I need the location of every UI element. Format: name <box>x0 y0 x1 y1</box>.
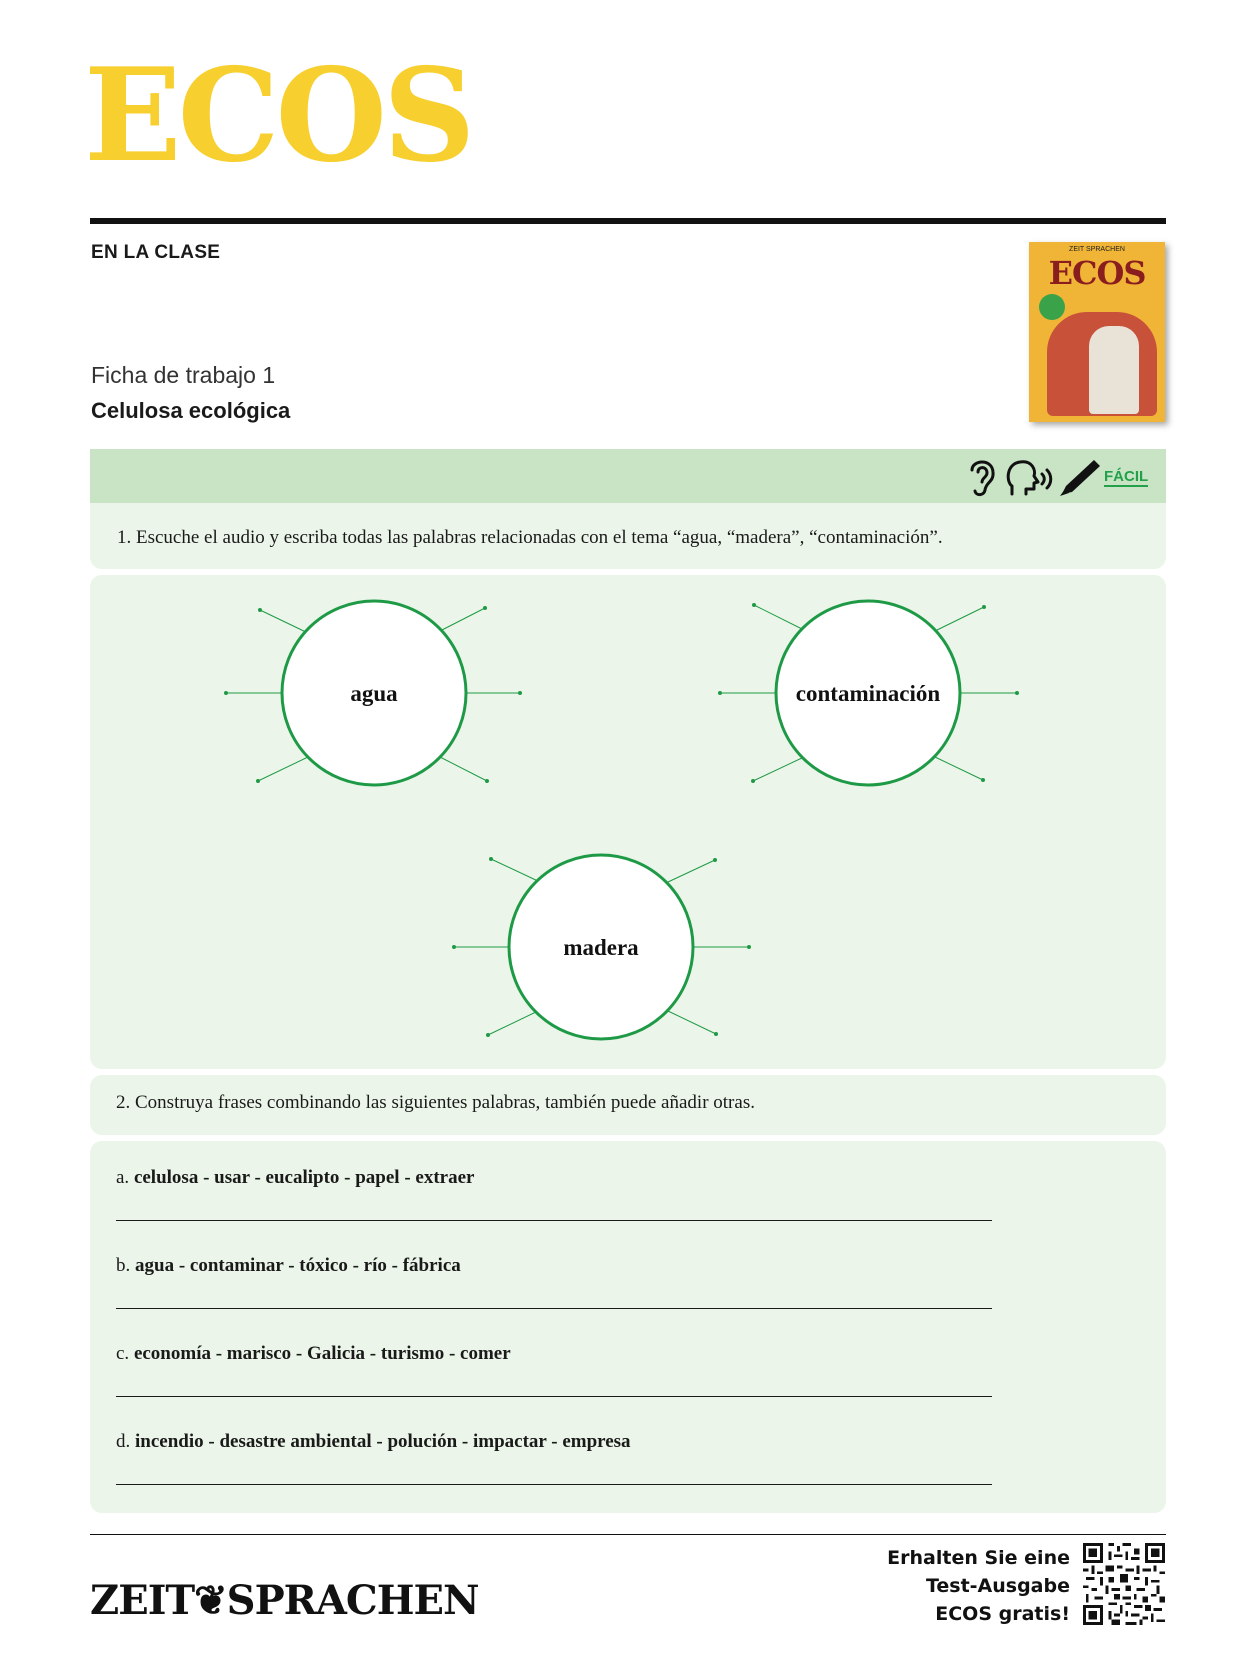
mindmap-label-agua: agua <box>350 681 398 706</box>
mindmaps <box>90 575 1166 1069</box>
qr-code-icon[interactable] <box>1083 1543 1165 1625</box>
question1-text: 1. Escuche el audio y escriba todas las palabras relacionadas con el tema “agua, “madera”, “contaminación”. <box>117 527 943 548</box>
speaking-head-icon <box>1008 462 1051 494</box>
item-words: agua - contaminar - tóxico - río - fábrica <box>135 1255 461 1276</box>
item-letter: c. <box>116 1343 130 1364</box>
mindmap-label-contaminacion: contaminación <box>795 681 941 706</box>
cover-logo: ECOS <box>1048 254 1146 292</box>
cover-illustration-figure <box>1089 326 1139 414</box>
worksheet-title: Celulosa ecológica <box>91 398 291 423</box>
answer-line-c[interactable] <box>116 1396 992 1397</box>
promo-line-1: Erhalten Sie eine <box>887 1547 1070 1569</box>
question2-text: 2. Construya frases combinando las siguientes palabras, también puede añadir otras. <box>116 1092 755 1113</box>
exercise-item-d <box>116 1431 631 1453</box>
answer-line-d[interactable] <box>116 1484 992 1485</box>
sentences-panel <box>90 1141 1166 1513</box>
item-words: economía - marisco - Galicia - turismo - comer <box>133 1343 511 1364</box>
worksheet-number: Ficha de trabajo 1 <box>91 362 276 388</box>
promo-line-2: Test-Ausgabe <box>925 1575 1070 1597</box>
exercise-item-c <box>116 1343 511 1365</box>
cover-badge <box>1039 294 1065 320</box>
promo-text <box>860 1544 1070 1628</box>
pen-icon <box>1060 460 1100 496</box>
magazine-cover <box>1029 242 1165 422</box>
exercise-item-a <box>116 1167 474 1189</box>
item-letter: b. <box>116 1255 131 1276</box>
item-words: celulosa - usar - eucalipto - papel - extraer <box>133 1167 475 1188</box>
level-badge: FÁCIL <box>1104 468 1149 485</box>
mindmap-label-madera: madera <box>563 935 639 960</box>
publisher-logo: ZEIT❦SPRACHEN <box>90 1577 479 1624</box>
footer-rule <box>90 1534 1166 1535</box>
header-rule <box>90 218 1166 224</box>
answer-line-b[interactable] <box>116 1308 992 1309</box>
cover-brand: ZEIT SPRACHEN <box>1069 246 1125 253</box>
exercise-item-b <box>116 1255 461 1277</box>
item-words: incendio - desastre ambiental - polución - impactar - empresa <box>135 1431 631 1452</box>
item-letter: a. <box>116 1167 130 1188</box>
answer-line-a[interactable] <box>116 1220 992 1221</box>
section-label: EN LA CLASE <box>91 242 221 263</box>
ecos-logo: ECOS <box>84 41 472 191</box>
item-letter: d. <box>116 1431 131 1452</box>
promo-line-3: ECOS gratis! <box>935 1603 1070 1625</box>
ear-icon <box>972 462 993 495</box>
